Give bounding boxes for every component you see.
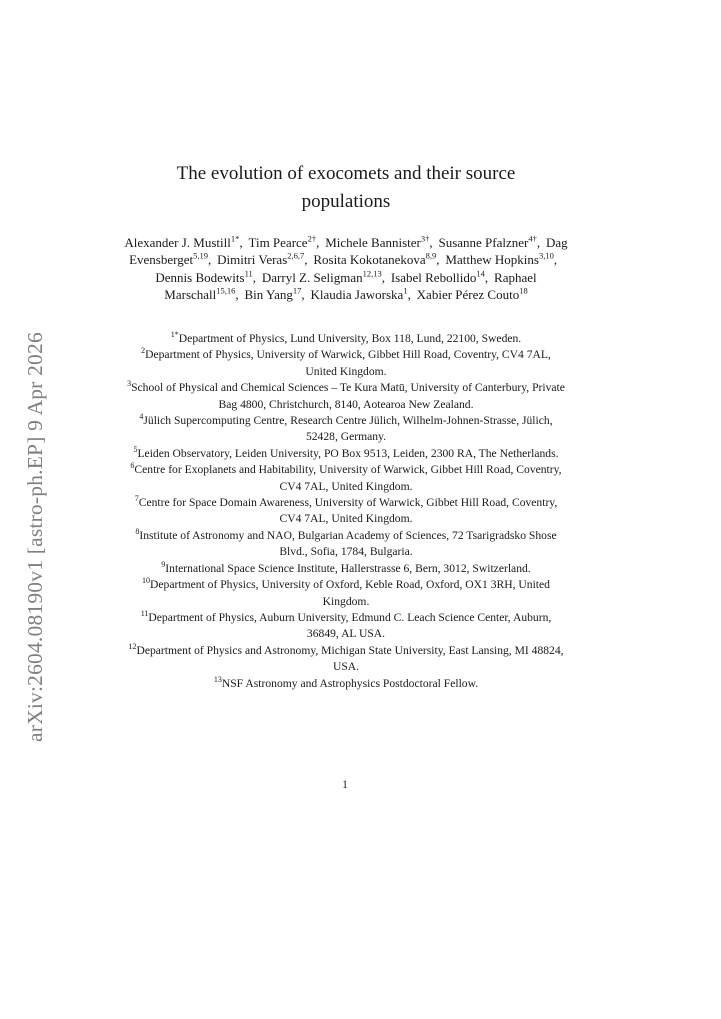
author-affiliation-marker: 5,19 [193,250,208,261]
affiliation-text: Department of Physics, University of Oxford, Keble Road, Oxford, OX1 3RH, United Kingdom. [150,578,550,608]
affiliation-text: Jülich Supercomputing Centre, Research Centre Jülich, Wilhelm-Johnen-Strasse, Jülich, 52428, Germany. [143,414,553,444]
author-name: Raphael Marschall$^{15,16}$ [164,269,537,302]
author-name: Rosita Kokotanekova$^{8,9}$ [313,250,437,268]
affiliation-list [126,331,566,692]
arxiv-identifier-stamp: arXiv:2604.08190v1 [astro-ph.EP] 9 Apr 2026 [23,332,47,742]
author-affiliation-marker: 8,9 [425,250,437,261]
affiliation-text: Department of Physics and Astronomy, Michigan State University, East Lansing, MI 48824, USA. [136,643,564,674]
affiliation-entry [126,676,566,692]
page-number: 1 [342,779,348,791]
affiliation-entry [126,561,566,577]
affiliation-text: Centre for Space Domain Awareness, University of Warwick, Gibbet Hill Road, Coventry, CV4 7AL, United Kingdom. [138,496,558,526]
author-affiliation-marker: 2,6,7 [287,250,305,261]
author-affiliation-marker: 17 [292,285,302,296]
author-name: Tim Pearce$^{2\dagger}$ [248,233,317,250]
affiliation-marker: 2 [141,346,146,356]
author-affiliation-marker: 18 [519,285,528,296]
author-affiliation-marker: 3† [420,233,430,244]
author-name: Alexander J. Mustill$^{1*}$ [124,233,240,250]
affiliation-text: International Space Science Institute, Hallerstrasse 6, Bern, 3012, Switzerland. [165,561,531,575]
affiliation-text: School of Physical and Chemical Sciences – Te Kura Matū, University of Canterbury, Private Bag 4800, Christchurch, 8140, Aotearoa New Zealand. [131,381,565,411]
affiliation-entry [126,462,566,495]
affiliation-marker: 7 [134,494,139,504]
affiliation-marker: 1* [170,330,179,340]
author-affiliation-marker: 11 [244,268,253,279]
affiliation-entry [126,528,566,561]
affiliation-text: Department of Physics, Auburn University, Edmund C. Leach Science Center, Auburn, 36849, AL USA. [148,610,552,641]
affiliation-entry [126,446,566,462]
author-affiliation-marker: 1* [230,233,240,244]
author-name: Dimitri Veras$^{2,6,7}$ [217,250,305,268]
affiliation-marker: 12 [128,641,137,651]
affiliation-marker: 4 [139,412,144,422]
affiliation-text: Department of Physics, University of Warwick, Gibbet Hill Road, Coventry, CV4 7AL, United Kingdom. [145,348,551,378]
paper-title: The evolution of exocomets and their source populations [176,163,516,212]
affiliation-marker: 6 [130,461,135,471]
author-affiliation-marker: 12,13 [362,268,382,279]
author-affiliation-marker: 1 [403,285,408,296]
affiliation-marker: 8 [135,527,140,537]
author-name: Darryl Z. Seligman$^{12,13}$ [261,268,382,285]
author-name: Klaudia Jaworska$^1$ [310,285,408,302]
author-name: Michele Bannister$^{3\dagger}$ [325,233,430,250]
affiliation-text: Institute of Astronomy and NAO, Bulgarian Academy of Sciences, 72 Tsarigradsko Shose Blvd., Sofia, 1784, Bulgaria. [139,528,557,559]
author-name: Xabier Pérez Couto$^{18}$ [416,285,528,302]
affiliation-entry [126,347,566,380]
affiliation-text: Leiden Observatory, Leiden University, PO Box 9513, Leiden, 2300 RA, The Netherlands. [137,446,559,460]
author-name: Susanne Pfalzner$^{4\dagger}$ [438,233,537,250]
author-affiliation-marker: 3,10 [538,250,554,261]
author-name: Isabel Rebollido$^{14}$ [390,268,485,285]
affiliation-text: NSF Astronomy and Astrophysics Postdoctoral Fellow. [221,676,479,690]
affiliation-entry [126,331,566,347]
affiliation-text: Department of Physics, Lund University, Box 118, Lund, 22100, Sweden. [178,332,522,345]
author-name: Matthew Hopkins$^{3,10}$ [445,250,554,268]
author-name: Dennis Bodewits$^{11}$ [155,268,253,285]
affiliation-entry [126,380,566,413]
author-list: Alexander J. Mustill$^{1*}$, Tim Pearce$^{2\dagger}$, Michele Bannister$^{3\dagger}$, Susanne Pfalzner$^{4\dagger}$, Dag Evensberget$^{5,19}$, Dimitri Veras$^{2,6,7}$, Rosita Kokotanekova$^{8,9}$, Matthew Hopkins$^{3,10}$, Dennis Bodewits$^{11}$, Darryl Z. Seligman$^{12,13}$, Isabel Rebollido$^{14}$, Raphael Marschall$^{15,16}$, Bin Yang$^{17}$, Klaudia Jaworska$^1$, Xabier Pérez Couto$^{18}$ [124,233,568,302]
affiliation-entry [126,643,566,676]
affiliation-entry [126,495,566,528]
author-affiliation-marker: 14 [476,268,485,279]
affiliation-marker: 9 [161,559,166,569]
affiliation-entry [126,610,566,643]
affiliation-marker: 11 [140,609,149,619]
author-affiliation-marker: 2† [307,233,317,244]
affiliation-marker: 13 [213,674,222,684]
affiliation-marker: 10 [142,576,151,586]
affiliation-text: Centre for Exoplanets and Habitability, University of Warwick, Gibbet Hill Road, Coventry, CV4 7AL, United Kingdom. [134,463,562,493]
affiliation-marker: 3 [127,379,132,389]
author-affiliation-marker: 4† [528,233,537,244]
author-name: Bin Yang$^{17}$ [244,285,302,302]
affiliation-entry [126,413,566,446]
author-affiliation-marker: 15,16 [216,285,236,296]
author-name: Dag Evensberget$^{5,19}$ [129,235,568,268]
affiliation-marker: 5 [133,444,138,454]
affiliation-entry [126,577,566,610]
